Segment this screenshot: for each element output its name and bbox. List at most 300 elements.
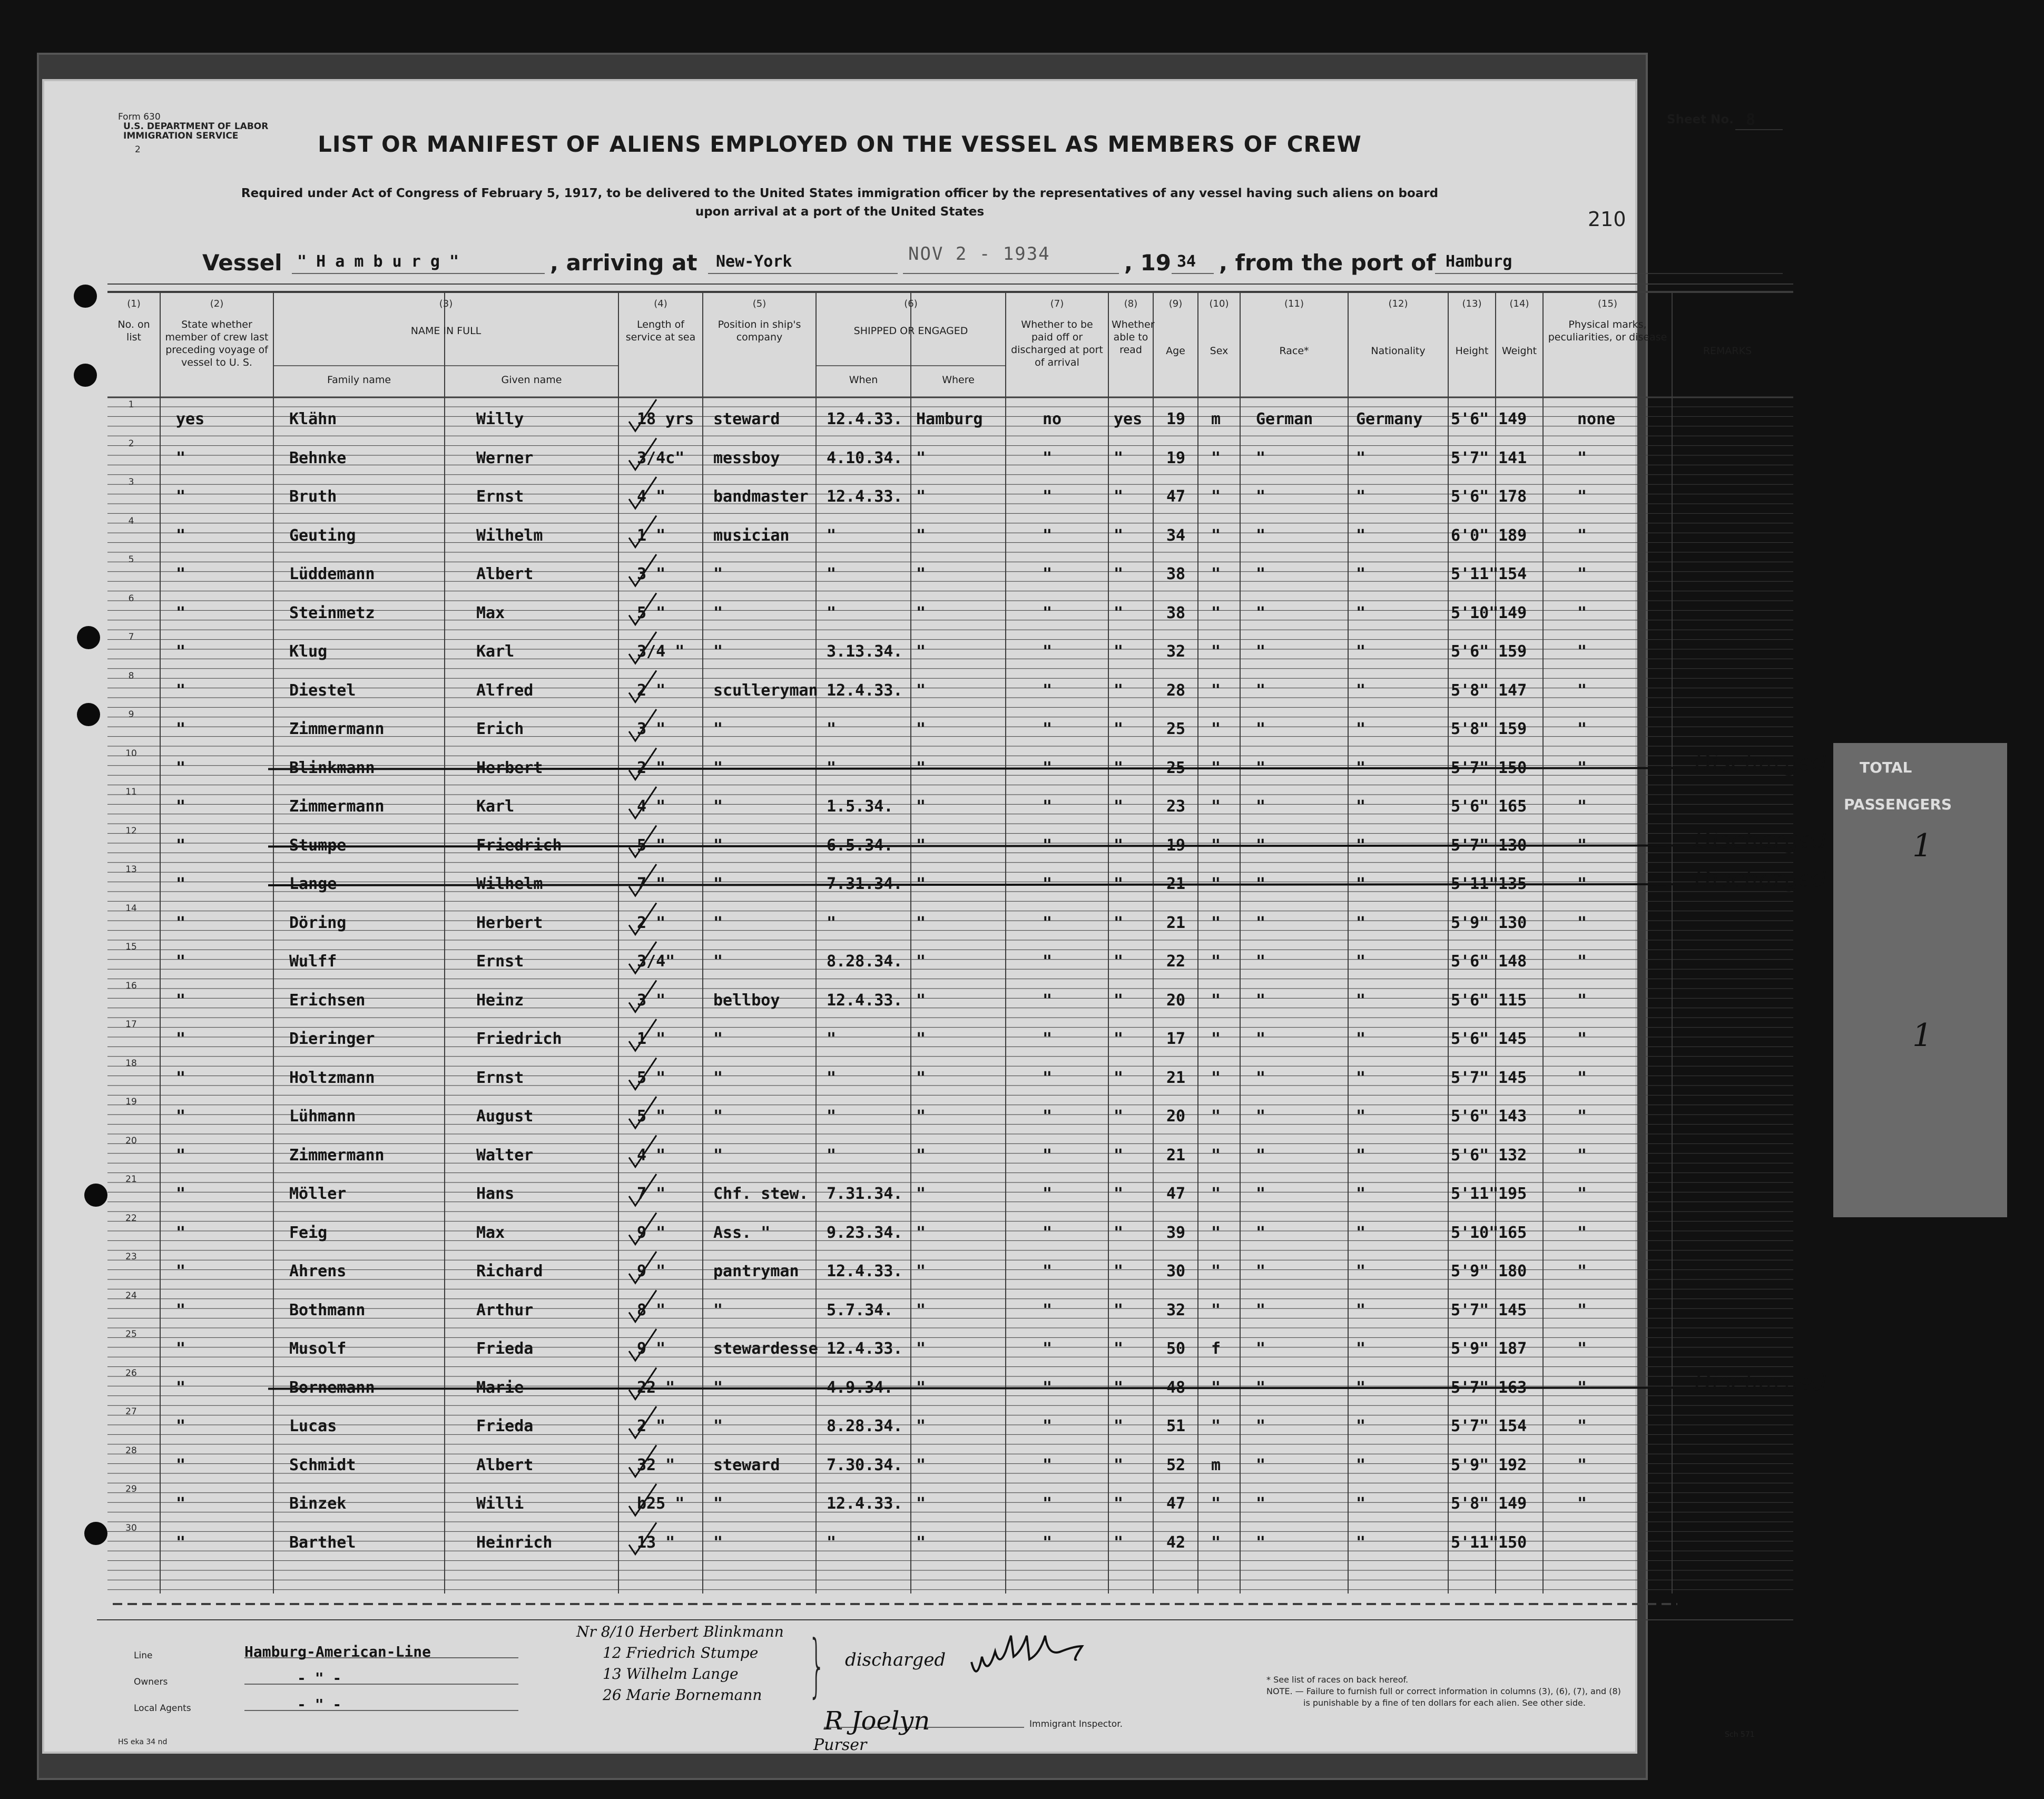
cell-where: " [916,526,926,545]
cell-where: " [916,1030,926,1048]
cell-weight: 149 [1498,603,1527,622]
column-number-c13: (13) [1462,298,1482,309]
note-brace: } [808,1625,826,1705]
cell-c2: " [176,1301,186,1319]
form-code-left: HS eka 34 nd [118,1738,168,1746]
cell-race: " [1256,681,1266,700]
cell-read: " [1114,797,1124,816]
cell-position: " [713,1378,723,1397]
cell-when: 12.4.33. [827,487,903,506]
cell-where: " [916,913,926,932]
cell-nat: " [1356,1146,1366,1165]
cell-when: 4.9.34. [827,1378,893,1397]
cell-age: 21 [1166,913,1186,932]
cell-age: 42 [1166,1533,1186,1552]
cell-given: Walter [476,1146,534,1165]
cell-age: 52 [1166,1455,1186,1474]
cell-read: " [1114,1146,1124,1165]
column-number-c9: (9) [1168,298,1183,309]
cell-sex: " [1211,952,1221,971]
column-header-c9: Age [1166,345,1185,357]
owners-label: Owners [134,1677,168,1687]
cell-given: Friedrich [476,836,562,855]
cell-family: Möller [289,1185,347,1203]
column-header-when: When [849,374,878,386]
row-number: 4 [128,515,134,526]
cell-nat: " [1356,1262,1366,1280]
cell-c2: " [176,1223,186,1242]
column-header-c12: Nationality [1371,345,1426,357]
row-number: 20 [125,1135,137,1146]
cell-nat: " [1356,1107,1366,1126]
cell-race: " [1256,875,1266,893]
cell-when: 5.7.34. [827,1301,893,1319]
row-number: 3 [128,477,134,487]
cell-service: 3 " [637,991,666,1010]
cell-position: " [713,758,723,777]
cell-nat: " [1356,1340,1366,1358]
row-number: 13 [125,864,137,875]
cell-position: " [713,720,723,738]
cell-nat: " [1356,1494,1366,1513]
cell-sex: " [1211,875,1221,893]
cell-race: " [1256,797,1266,816]
cell-paid: " [1043,487,1053,506]
cell-when: 4.10.34. [827,448,903,467]
cell-read: " [1114,448,1124,467]
cell-paid: " [1043,758,1053,777]
cell-when: " [827,1146,837,1165]
service: IMMIGRATION SERVICE [123,131,239,141]
cell-height: 5'8" [1451,681,1489,700]
cell-given: Arthur [476,1301,534,1319]
cell-family: Stumpe [289,836,347,855]
row-number: 24 [125,1290,137,1301]
cell-paid: " [1043,797,1053,816]
cell-c2: " [176,487,186,506]
cell-where: " [916,875,926,893]
cell-family: Musolf [289,1340,347,1358]
cell-given: Albert [476,1455,534,1474]
cell-family: Klähn [289,410,337,428]
cell-paid: " [1043,1223,1053,1242]
cell-paid: " [1043,1146,1053,1165]
cell-nat: " [1356,991,1366,1010]
cell-weight: 154 [1498,565,1527,583]
cell-service: 3 " [637,720,666,738]
cell-height: 5'9" [1451,913,1489,932]
purser-title: Purser [813,1736,867,1754]
cell-c2: " [176,952,186,971]
cell-sex: " [1211,1107,1221,1126]
year-value: 34 [1177,252,1196,271]
cell-given: Ernst [476,1068,524,1087]
cell-age: 50 [1166,1340,1186,1358]
inspector-label: Immigrant Inspector. [1029,1719,1123,1729]
cell-height: 5'7" [1451,1378,1489,1397]
cell-service: 4 " [637,797,666,816]
page-number: 210 [1588,208,1626,231]
cell-paid: " [1043,1455,1053,1474]
cell-nat: " [1356,1301,1366,1319]
cell-family: Bothmann [289,1301,366,1319]
cell-read: " [1114,991,1124,1010]
row-number: 22 [125,1213,137,1224]
cell-nat: " [1356,1378,1366,1397]
cell-paid: " [1043,1340,1053,1358]
cell-nat: Germany [1356,410,1423,428]
cell-position: stewardesse [713,1340,818,1358]
cell-sex: " [1211,797,1221,816]
column-header-c3: NAME IN FULL [410,325,481,337]
purser-signature: R Joelyn [824,1706,930,1736]
cell-c2: " [176,526,186,545]
cell-nat: " [1356,448,1366,467]
cell-given: Willy [476,410,524,428]
line-value: Hamburg-American-Line [244,1643,431,1660]
binder-hole [77,626,100,649]
cell-nat: " [1356,1030,1366,1048]
cell-c2: " [176,1417,186,1435]
cell-where: " [916,565,926,583]
cell-c2: " [176,875,186,893]
column-header-c4: Length of service at sea [625,319,696,343]
cell-marks: " [1577,913,1587,932]
cell-family: Döring [289,913,347,932]
column-number-c4: (4) [654,298,667,309]
cell-when: " [827,526,837,545]
cell-read: " [1114,487,1124,506]
cell-paid: " [1043,952,1053,971]
cell-age: 22 [1166,952,1186,971]
cell-c2: " [176,991,186,1010]
column-number-c3: (3) [439,298,453,309]
cell-when: 6.5.34. [827,836,893,855]
cell-where: " [916,991,926,1010]
cell-paid: " [1043,1417,1053,1435]
cell-weight: 148 [1498,952,1527,971]
cell-given: August [476,1107,534,1126]
cell-paid: " [1043,681,1053,700]
cell-weight: 149 [1498,410,1527,428]
cell-family: Barthel [289,1533,356,1552]
cell-race: " [1256,1417,1266,1435]
cell-height: 5'6" [1451,410,1489,428]
row-number: 27 [125,1406,137,1417]
cell-height: 5'10" [1451,1223,1499,1242]
cell-marks: none [1577,410,1616,428]
cell-position: Chf. stew. [713,1185,809,1203]
cell-family: Dieringer [289,1030,375,1048]
cell-sex: " [1211,1301,1221,1319]
cell-paid: " [1043,875,1053,893]
cell-sex: " [1211,1494,1221,1513]
cell-height: 5'11" [1451,565,1499,583]
row-number: 29 [125,1484,137,1494]
cell-read: " [1114,758,1124,777]
binder-hole [84,1184,107,1207]
cell-c2: " [176,1455,186,1474]
owners-value: - " - [297,1669,342,1687]
cell-position: " [713,836,723,855]
cell-c2: " [176,720,186,738]
cell-position: " [713,1068,723,1087]
cell-weight: 145 [1498,1301,1527,1319]
cell-read: " [1114,836,1124,855]
cell-marks: " [1577,681,1587,700]
line-label: Line [134,1650,153,1661]
cell-marks: " [1577,1455,1587,1474]
cell-when: " [827,1068,837,1087]
cell-when: " [827,603,837,622]
agents-label: Local Agents [134,1703,191,1714]
row-number: 18 [125,1058,137,1069]
cell-given: Erich [476,720,524,738]
cell-read: " [1114,1301,1124,1319]
date-stamp: NOV 2 - 1934 [908,243,1050,265]
from-port: Hamburg [1446,252,1512,271]
cell-weight: 141 [1498,448,1527,467]
cell-age: 21 [1166,1146,1186,1165]
cell-marks: " [1577,836,1587,855]
race-note: * See list of races on back hereof. [1266,1675,1409,1685]
cell-position: " [713,642,723,661]
cell-read: " [1114,681,1124,700]
cell-c2: " [176,603,186,622]
cell-race: " [1256,1223,1266,1242]
cell-race: " [1256,1030,1266,1048]
cell-position: " [713,875,723,893]
cell-c2: " [176,758,186,777]
cell-read: " [1114,1185,1124,1203]
side-tab [1833,743,2007,1217]
cell-height: 5'9" [1451,1262,1489,1280]
cell-family: Geuting [289,526,356,545]
cell-c2: " [176,1494,186,1513]
cell-race: " [1256,758,1266,777]
cell-c2: yes [176,410,205,428]
cell-age: 28 [1166,681,1186,700]
cell-nat: " [1356,952,1366,971]
remarks-discharged: Discharged [1693,1368,1827,1396]
cell-race: " [1256,720,1266,738]
cell-given: Richard [476,1262,543,1280]
cell-weight: 150 [1498,1533,1527,1552]
cell-race: " [1256,1340,1266,1358]
cell-position: " [713,1417,723,1435]
cell-when: 9.23.34. [827,1223,903,1242]
cell-height: 5'11" [1451,875,1499,893]
cell-paid: no [1043,410,1062,428]
cell-height: 5'7" [1451,1301,1489,1319]
cell-height: 5'11" [1451,1533,1499,1552]
cell-nat: " [1356,1223,1366,1242]
cell-sex: " [1211,1185,1221,1203]
cell-paid: " [1043,1262,1053,1280]
column-number-c7: (7) [1050,298,1064,309]
cell-read: yes [1114,410,1143,428]
binder-hole [77,703,100,726]
cell-race: " [1256,952,1266,971]
cell-sex: " [1211,565,1221,583]
cell-sex: " [1211,1068,1221,1087]
cell-race: " [1256,1301,1266,1319]
column-header-c13: Height [1455,345,1489,357]
cell-weight: 145 [1498,1030,1527,1048]
cell-marks: " [1577,448,1587,467]
note-text-2: is punishable by a fine of ten dollars for each alien. See other side. [1303,1698,1586,1708]
cell-weight: 143 [1498,1107,1527,1126]
cell-position: bandmaster [713,487,809,506]
cell-service: 2 " [637,1417,666,1435]
cell-service: 32 " [637,1455,675,1474]
remarks-discharged: Discharged [1693,826,1827,854]
cell-race: " [1256,991,1266,1010]
cell-weight: 135 [1498,875,1527,893]
side-tab-mark-2: 1 [1912,1017,1933,1054]
cell-age: 20 [1166,991,1186,1010]
cell-race: " [1256,1068,1266,1087]
row-number: 10 [125,748,137,759]
cell-c2: " [176,1068,186,1087]
cell-marks: " [1577,1340,1587,1358]
remarks-discharged: Discharged [1693,865,1827,892]
cell-nat: " [1356,603,1366,622]
cell-when: 12.4.33. [827,1262,903,1280]
cell-given: Frieda [476,1417,534,1435]
cell-when: " [827,565,837,583]
cell-given: Max [476,1223,505,1242]
column-header-c1: No. on list [117,319,150,343]
cell-when: 8.28.34. [827,1417,903,1435]
note-text-1: NOTE. — Failure to furnish full or correct information in columns (3), (6), (7), and (8) [1266,1686,1621,1696]
cell-family: Klug [289,642,328,661]
cell-race: " [1256,1185,1266,1203]
cell-sex: " [1211,642,1221,661]
cell-position: " [713,797,723,816]
cell-where: " [916,448,926,467]
cell-given: Ernst [476,952,524,971]
cell-nat: " [1356,913,1366,932]
cell-family: Binzek [289,1494,347,1513]
cell-sex: " [1211,681,1221,700]
cell-height: 5'7" [1451,1068,1489,1087]
cell-where: " [916,681,926,700]
cell-service: 4 " [637,1146,666,1165]
cell-service: 1 " [637,526,666,545]
cell-marks: " [1577,797,1587,816]
cell-c2: " [176,797,186,816]
cell-age: 47 [1166,487,1186,506]
cell-given: Karl [476,797,515,816]
cell-sex: " [1211,1030,1221,1048]
cell-position: bellboy [713,991,780,1010]
row-number: 19 [125,1097,137,1107]
cell-paid: " [1043,720,1053,738]
cell-c2: " [176,565,186,583]
cell-sex: " [1211,448,1221,467]
cell-nat: " [1356,1417,1366,1435]
cell-marks: " [1577,1223,1587,1242]
cell-position: steward [713,1455,780,1474]
cell-height: 5'8" [1451,720,1489,738]
column-number-c15: (15) [1598,298,1617,309]
cell-service: 3/4 " [637,642,685,661]
cell-family: Zimmermann [289,1146,385,1165]
cell-where: " [916,720,926,738]
cell-race: " [1256,1107,1266,1126]
cell-family: Steinmetz [289,603,375,622]
cell-weight: 187 [1498,1340,1527,1358]
cell-position: " [713,603,723,622]
column-number-c11: (11) [1284,298,1304,309]
cell-weight: 159 [1498,720,1527,738]
cell-weight: 165 [1498,1223,1527,1242]
cell-when: 7.31.34. [827,875,903,893]
cell-marks: " [1577,991,1587,1010]
cell-height: 5'8" [1451,1494,1489,1513]
column-header-c11: Race* [1279,345,1309,357]
cell-c2: " [176,1340,186,1358]
row-number: 6 [128,593,134,604]
column-number-c14: (14) [1509,298,1529,309]
binder-hole [74,285,97,308]
cell-service: b25 " [637,1494,685,1513]
cell-sex: " [1211,913,1221,932]
cell-position: " [713,1301,723,1319]
cell-paid: " [1043,603,1053,622]
cell-family: Diestel [289,681,356,700]
cell-family: Holtzmann [289,1068,375,1087]
cell-given: Max [476,603,505,622]
cell-nat: " [1356,526,1366,545]
cell-read: " [1114,1533,1124,1552]
cell-height: 5'6" [1451,991,1489,1010]
cell-position: Ass. " [713,1223,771,1242]
cell-age: 17 [1166,1030,1186,1048]
cell-age: 48 [1166,1378,1186,1397]
cell-weight: 130 [1498,913,1527,932]
cell-age: 21 [1166,875,1186,893]
cell-where: " [916,1107,926,1126]
cell-when: 7.31.34. [827,1185,903,1203]
cell-when: " [827,758,837,777]
row-number: 21 [125,1174,137,1185]
cell-age: 30 [1166,1262,1186,1280]
cell-position: " [713,565,723,583]
column-number-c2: (2) [210,298,224,309]
cell-service: 7 " [637,1185,666,1203]
cell-paid: " [1043,1533,1053,1552]
vessel-name: " H a m b u r g " [297,252,459,271]
cell-race: " [1256,1455,1266,1474]
cell-paid: " [1043,1301,1053,1319]
cell-marks: " [1577,1417,1587,1435]
cell-marks: " [1577,526,1587,545]
cell-when: 1.5.34. [827,797,893,816]
row-number: 9 [128,709,134,720]
cell-height: 5'6" [1451,642,1489,661]
cell-nat: " [1356,1185,1366,1203]
cell-service: 3 " [637,565,666,583]
cell-where: " [916,952,926,971]
arriving-port: New-York [716,252,792,271]
row-number: 2 [128,438,134,449]
cell-given: Heinz [476,991,524,1010]
cell-nat: " [1356,1533,1366,1552]
cell-race: " [1256,1146,1266,1165]
cell-nat: " [1356,681,1366,700]
